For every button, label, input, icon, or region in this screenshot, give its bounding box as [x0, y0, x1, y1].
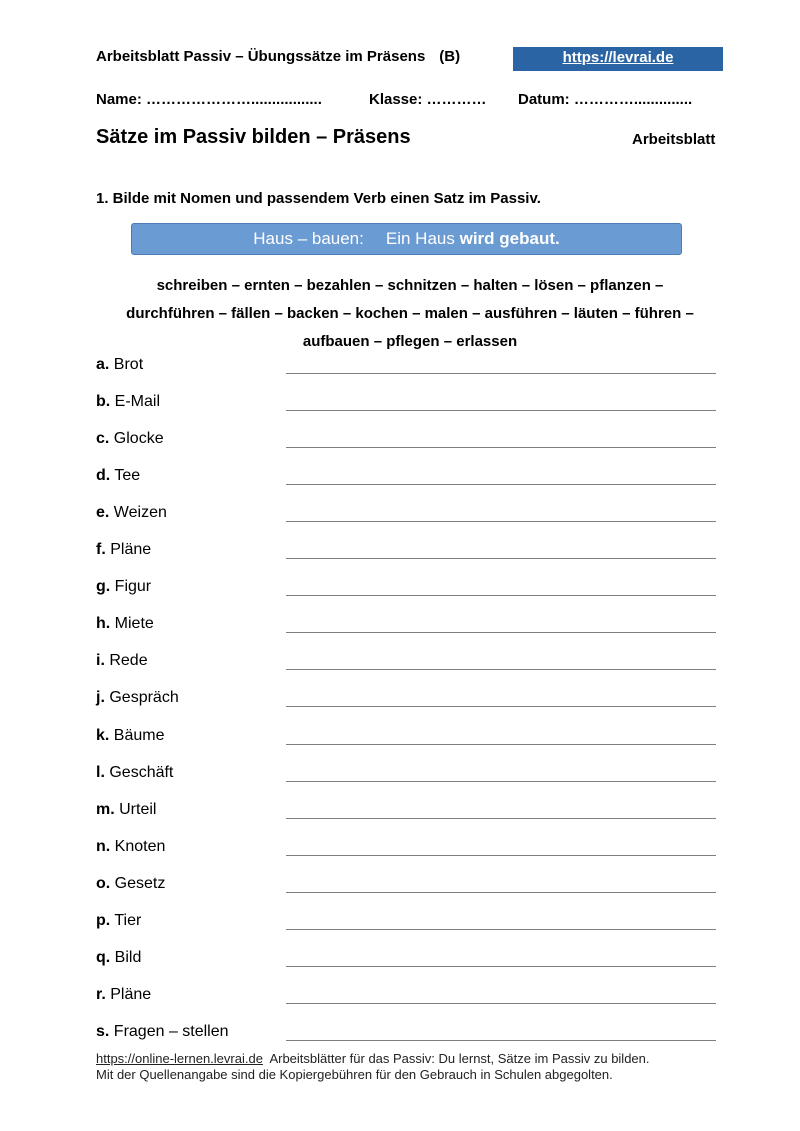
answer-line[interactable]	[286, 669, 716, 670]
example-prompt: Haus – bauen:	[253, 229, 364, 248]
answer-line[interactable]	[286, 855, 716, 856]
answer-line[interactable]	[286, 892, 716, 893]
footer-description: Arbeitsblätter für das Passiv: Du lernst, Sätze im Passiv zu bilden.	[269, 1051, 650, 1066]
answer-line[interactable]	[286, 929, 716, 930]
example-sentence-start: Ein Haus	[385, 229, 455, 248]
date-field: Datum: …………..............	[518, 91, 693, 108]
exercise-item-letter: q.	[96, 949, 111, 966]
exercise-item-letter: j.	[96, 689, 105, 706]
exercise-item	[96, 801, 156, 819]
class-field: Klasse: …………	[369, 91, 487, 108]
answer-line[interactable]	[286, 1040, 716, 1041]
exercise-item-word: Gespräch	[109, 689, 179, 706]
exercise-item-letter: e.	[96, 504, 110, 521]
exercise-item	[96, 727, 165, 745]
exercise-item-word: Glocke	[113, 430, 164, 447]
exercise-item-word: Bäume	[113, 727, 165, 744]
exercise-item-letter: o.	[96, 875, 111, 892]
exercise-item-letter: p.	[96, 912, 111, 929]
exercise-item	[96, 875, 165, 893]
answer-line[interactable]	[286, 632, 716, 633]
exercise-item	[96, 393, 160, 411]
exercise-item-word: Tier	[114, 912, 142, 929]
answer-line[interactable]	[286, 373, 716, 374]
website-link[interactable]: https://levrai.de	[562, 49, 674, 66]
answer-line[interactable]	[286, 484, 716, 485]
worksheet-header-title	[96, 48, 460, 65]
verb-list	[90, 272, 730, 356]
website-link-box[interactable]	[513, 47, 723, 71]
exercise-item-letter: c.	[96, 430, 110, 447]
page-title: Sätze im Passiv bilden – Präsens	[96, 126, 411, 148]
answer-line[interactable]	[286, 966, 716, 967]
exercise-item-word: Tee	[114, 467, 141, 484]
exercise-item	[96, 356, 143, 374]
exercise-item	[96, 541, 151, 559]
exercise-item	[96, 504, 167, 522]
exercise-item-word: Gesetz	[114, 875, 166, 892]
exercise-item	[96, 1023, 229, 1041]
exercise-item-letter: d.	[96, 467, 111, 484]
exercise-item-word: Miete	[114, 615, 154, 632]
exercise-item-letter: m.	[96, 801, 115, 818]
exercise-item-letter: f.	[96, 541, 106, 558]
example-box	[131, 223, 682, 255]
exercise-item	[96, 838, 165, 856]
answer-line[interactable]	[286, 595, 716, 596]
exercise-item	[96, 689, 179, 707]
answer-line[interactable]	[286, 706, 716, 707]
exercise-item-letter: b.	[96, 393, 111, 410]
answer-line[interactable]	[286, 1003, 716, 1004]
answer-line[interactable]	[286, 744, 716, 745]
answer-line[interactable]	[286, 410, 716, 411]
exercise-item	[96, 764, 173, 782]
verb-list-line: aufbauen – pflegen – erlassen	[302, 333, 518, 350]
exercise-item	[96, 986, 151, 1004]
exercise-item-letter: a.	[96, 356, 110, 373]
exercise-item	[96, 578, 151, 596]
exercise-item-letter: h.	[96, 615, 111, 632]
answer-line[interactable]	[286, 818, 716, 819]
exercise-item	[96, 615, 154, 633]
header-title-text: Arbeitsblatt Passiv – Übungssätze im Präsens	[96, 48, 426, 65]
exercise-item-letter: n.	[96, 838, 111, 855]
answer-line[interactable]	[286, 558, 716, 559]
example-sentence-bold: wird gebaut.	[459, 229, 560, 248]
exercise-item-letter: g.	[96, 578, 111, 595]
exercise-item-word: Bild	[114, 949, 142, 966]
verb-list-line: durchführen – fällen – backen – kochen – malen – ausführen – läuten – führen –	[126, 305, 694, 322]
exercise-item	[96, 467, 140, 485]
exercise-item	[96, 949, 141, 967]
exercise-item-letter: k.	[96, 727, 110, 744]
exercise-item-word: Geschäft	[109, 764, 174, 781]
exercise-item-letter: i.	[96, 652, 105, 669]
exercise-item	[96, 430, 164, 448]
footer-copyright-note: Mit der Quellenangabe sind die Kopiergebühren für den Gebrauch in Schulen abgegolten.	[96, 1067, 613, 1082]
exercise-item-letter: r.	[96, 986, 106, 1003]
header-variant: (B)	[439, 48, 461, 65]
exercise-item	[96, 652, 148, 670]
answer-line[interactable]	[286, 521, 716, 522]
exercise-item-word: Pläne	[110, 541, 152, 558]
exercise-item-word: Fragen – stellen	[113, 1023, 229, 1040]
exercise-item-word: Knoten	[114, 838, 166, 855]
exercise-item-letter: l.	[96, 764, 105, 781]
footer	[96, 1051, 650, 1083]
document-type-label: Arbeitsblatt	[632, 131, 716, 148]
footer-link[interactable]: https://online-lernen.levrai.de	[96, 1051, 263, 1066]
exercise-item-letter: s.	[96, 1023, 110, 1040]
exercise-item-word: Urteil	[119, 801, 157, 818]
answer-line[interactable]	[286, 781, 716, 782]
answer-line[interactable]	[286, 447, 716, 448]
task-instruction: 1. Bilde mit Nomen und passendem Verb einen Satz im Passiv.	[96, 190, 541, 207]
exercise-item-word: Figur	[114, 578, 152, 595]
exercise-item	[96, 912, 141, 930]
name-field: Name: ………………….................	[96, 91, 322, 108]
verb-list-line: schreiben – ernten – bezahlen – schnitzen – halten – lösen – pflanzen –	[156, 277, 664, 294]
exercise-item-word: Brot	[113, 356, 144, 373]
exercise-item-word: Rede	[109, 652, 148, 669]
exercise-item-word: Pläne	[110, 986, 152, 1003]
exercise-item-word: Weizen	[113, 504, 167, 521]
exercise-item-word: E-Mail	[114, 393, 161, 410]
